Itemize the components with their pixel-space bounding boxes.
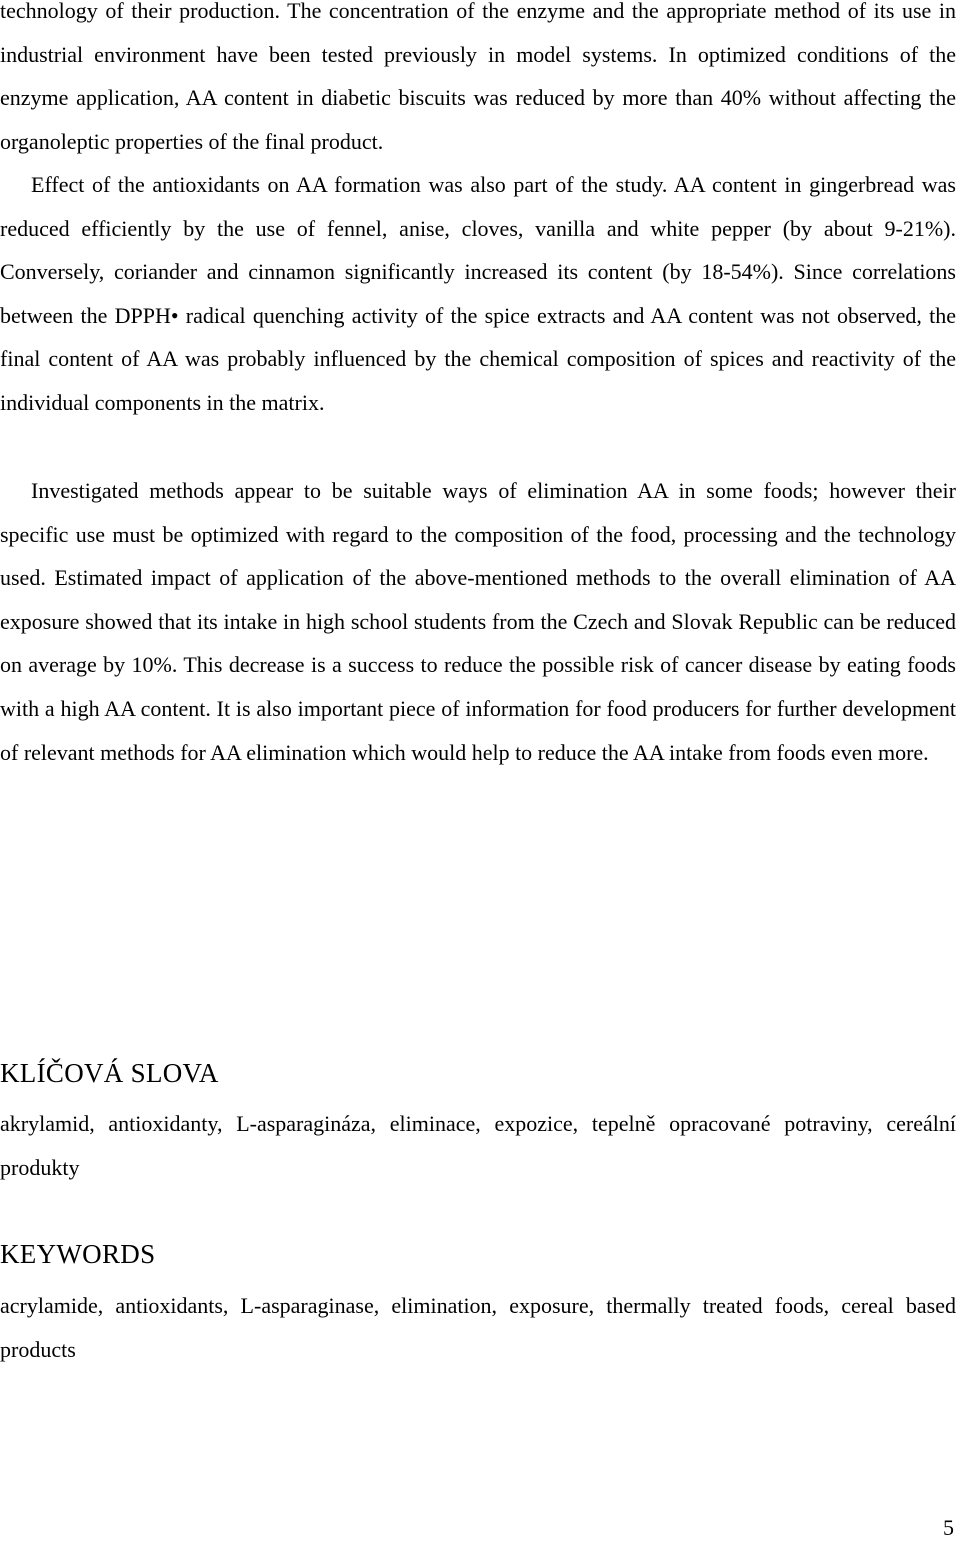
keywords-english-list: acrylamide, antioxidants, L-asparaginase, elimination, exposure, thermally treated foods, cereal based products (0, 1293, 956, 1362)
keywords-english-heading: KEYWORDS (0, 1239, 156, 1269)
keywords-czech-heading: KLÍČOVÁ SLOVA (0, 1058, 219, 1088)
body-paragraph: Effect of the antioxidants on AA formation was also part of the study. AA content in gingerbread was reduced efficiently by the use of fennel, anise, cloves, vanilla and white pepper (by about 9-21%). Conversely, coriander and cinnamon significantly increased its content (by 18-54%). Since correlations between the DPPH• radical quenching activity of the spice extracts and AA content was not observed, the final content of AA was probably influenced by the chemical composition of spices and reactivity of the individual components in the matrix. (0, 172, 956, 415)
body-paragraph: technology of their production. The concentration of the enzyme and the appropriate method of its use in industrial environment have been tested previously in model systems. In optimized conditions of the enzyme application, AA content in diabetic biscuits was reduced by more than 40% without affecting the organoleptic properties of the final product. (0, 0, 956, 154)
keywords-czech-list: akrylamid, antioxidanty, L-asparagináza, eliminace, expozice, tepelně opracované potraviny, cereální produkty (0, 1111, 956, 1180)
page-number: 5 (943, 1515, 954, 1540)
body-paragraph: Investigated methods appear to be suitable ways of elimination AA in some foods; however their specific use must be optimized with regard to the composition of the food, processing and the technology used. Estimated impact of application of the above-mentioned methods to the overall elimination of AA exposure showed that its intake in high school students from the Czech and Slovak Republic can be reduced on average by 10%. This decrease is a success to reduce the possible risk of cancer disease by eating foods with a high AA content. It is also important piece of information for food producers for further development of relevant methods for AA elimination which would help to reduce the AA intake from foods even more. (0, 478, 956, 765)
